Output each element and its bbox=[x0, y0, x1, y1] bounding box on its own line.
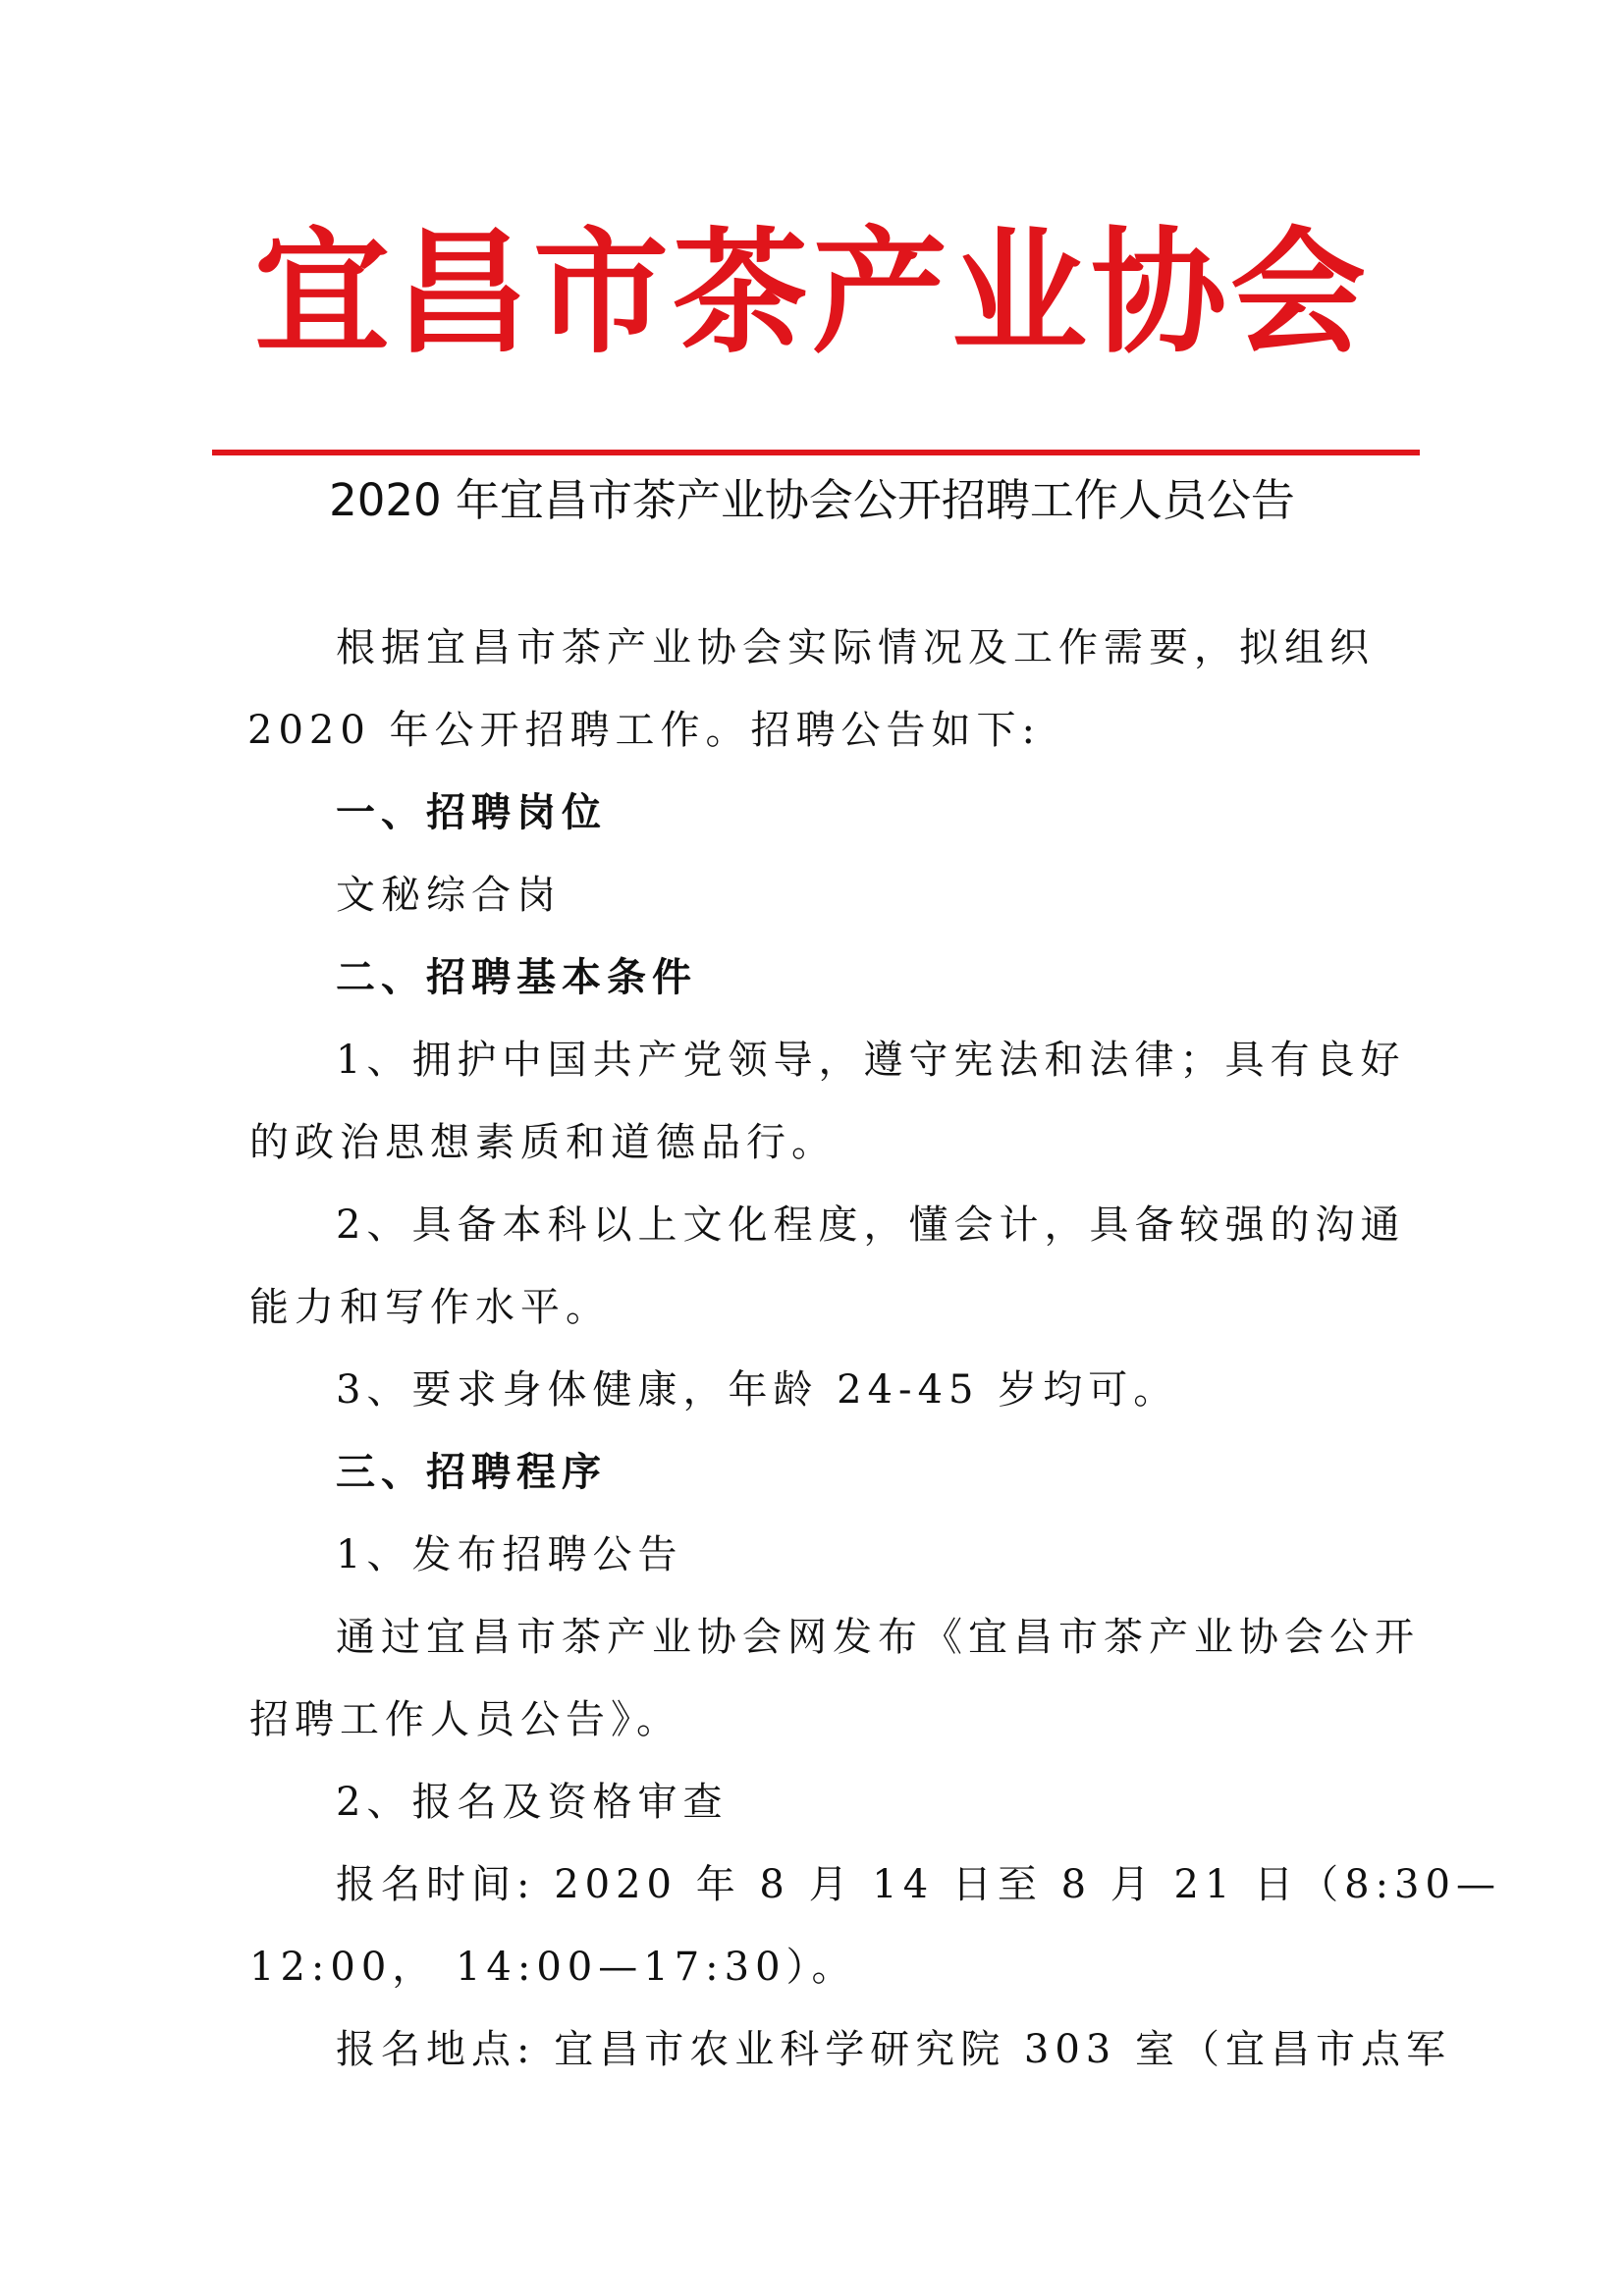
intro-line-2: 2020 年公开招聘工作。招聘公告如下: bbox=[247, 708, 1041, 753]
step-1-line-2: 招聘工作人员公告》。 bbox=[249, 1697, 681, 1742]
registration-time-line-2: 12:00， 14:00—17:30）。 bbox=[249, 1945, 857, 1990]
position-name: 文秘综合岗 bbox=[336, 873, 562, 918]
requirement-2-line-1: 2、具备本科以上文化程度，懂会计，具备较强的沟通 bbox=[336, 1202, 1406, 1248]
notice-title: 2020 年宜昌市茶产业协会公开招聘工作人员公告 bbox=[329, 474, 1295, 526]
requirement-2-line-2: 能力和写作水平。 bbox=[249, 1285, 611, 1330]
step-2-heading: 2、报名及资格审查 bbox=[336, 1780, 729, 1825]
requirement-1-line-2: 的政治思想素质和道德品行。 bbox=[249, 1120, 837, 1165]
organization-header: 宜昌市茶产业协会 bbox=[253, 212, 1370, 372]
red-divider-line bbox=[212, 450, 1420, 455]
section-heading-positions: 一、招聘岗位 bbox=[336, 789, 607, 835]
step-1-heading: 1、发布招聘公告 bbox=[336, 1532, 683, 1577]
section-heading-procedure: 三、招聘程序 bbox=[336, 1449, 607, 1495]
registration-place-line-1: 报名地点: 宜昌市农业科学研究院 303 室（宜昌市点军 bbox=[336, 2027, 1451, 2072]
registration-time-line-1: 报名时间: 2020 年 8 月 14 日至 8 月 21 日（8:30— bbox=[336, 1862, 1501, 1907]
requirement-3: 3、要求身体健康，年龄 24-45 岁均可。 bbox=[336, 1367, 1179, 1413]
document-body bbox=[247, 607, 1501, 2091]
step-1-line-1: 通过宜昌市茶产业协会网发布《宜昌市茶产业协会公开 bbox=[336, 1615, 1420, 1660]
requirement-1-line-1: 1、拥护中国共产党领导，遵守宪法和法律；具有良好 bbox=[336, 1038, 1406, 1083]
section-heading-requirements: 二、招聘基本条件 bbox=[336, 954, 697, 1000]
intro-line-1: 根据宜昌市茶产业协会实际情况及工作需要，拟组织 bbox=[336, 625, 1375, 670]
